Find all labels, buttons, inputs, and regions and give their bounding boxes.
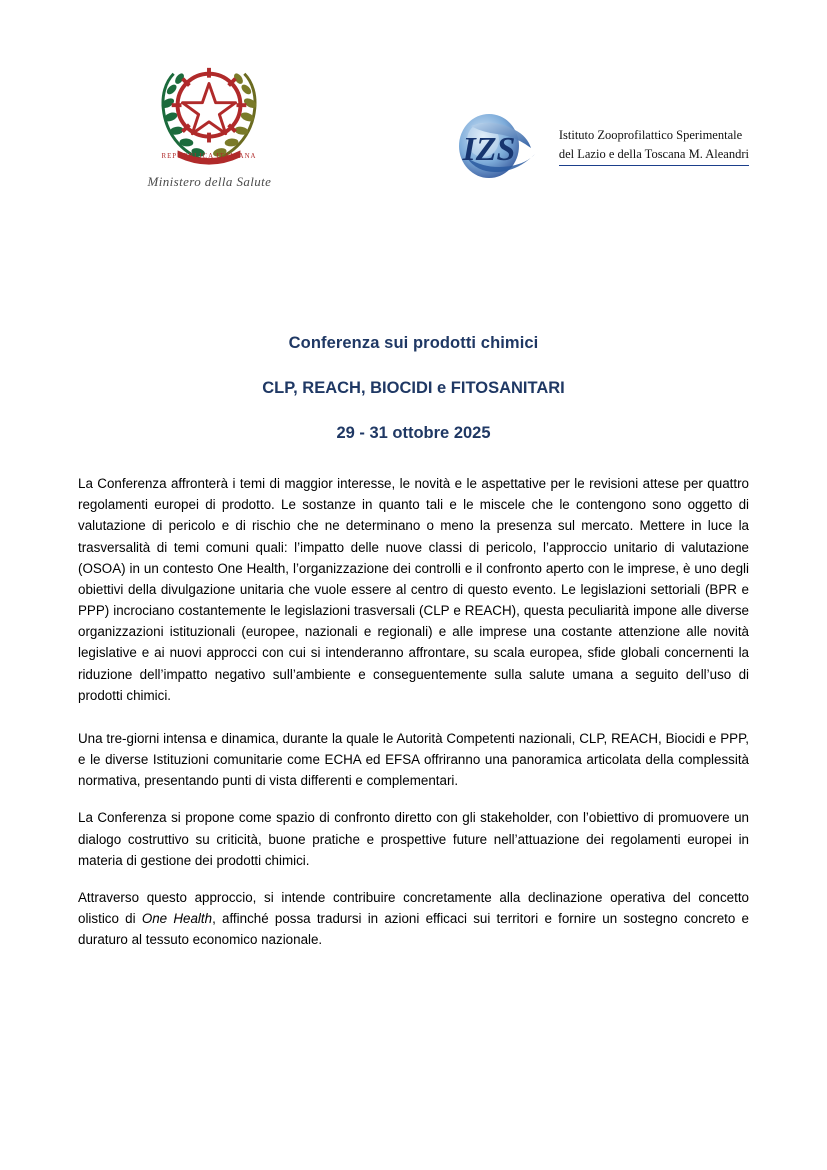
svg-text:REPUBBLICA ITALIANA: REPUBBLICA ITALIANA [161,153,257,161]
izs-logo-icon [453,108,549,184]
paragraph-4-text-end: , affinché possa tradursi in azioni efficaci sui territori e fornire un sostegno concreto e duraturo al tessuto economico nazionale. [78,911,750,948]
italian-republic-emblem-icon [143,60,275,168]
izs-name-line-2: del Lazio e della Toscana M. Aleandri [558,146,749,161]
paragraph-3: La Conferenza si propone come spazio di confronto diretto con gli stakeholder, con l’obiettivo di promuovere un dialogo costruttivo su criticità, buone pratiche e prospettive future nell’attuazione dei regolamenti europei in materia di gestione dei prodotti chimici. [78,810,749,868]
logo-row [78,60,749,230]
paragraph-1: La Conferenza affronterà i temi di maggior interesse, le novità e le aspettative per le revisioni attese per quattro regolamenti europei di prodotto. Le sostanze in quanto tali e le miscele che le contengono sono oggetto di valutazione di pericolo e di rischio che ne determinano o meno la presenza sul mercato. Mettere in luce la trasversalità di temi comuni quali: l’impatto delle nuove classi di pericolo, l’approccio unitario di valutazione (OSOA) in un contesto One Health, l’organizzazione dei controlli e il confronto aperto con le imprese, è uno degli obiettivi della divulgazione unitaria che vuole essere al centro di questo evento. Le legislazioni settoriali (BPR e PPP) incrociano costantemente le legislazioni trasversali (CLP e REACH), questa peculiarità impone alle diverse organizzazioni istituzionali (europee, nazionali e regionali) e alle imprese una costante attenzione alle novità legislative e ai nuovi approcci con cui si intenderanno affrontare, su scala europea, sfide globali concernenti la riduzione dell’impatto negativo sull’ambiente e conseguentemente sulla salute umana a seguito dell’uso di prodotti chimici. [78,476,749,703]
conference-title: Conferenza sui prodotti chimici [288,334,539,352]
body-text [78,473,749,950]
paragraph-4 [78,887,749,951]
ministero-della-salute-logo [126,60,293,190]
izs-logo [453,108,749,184]
paragraph-4-text-start: Attraverso questo approccio, si intende contribuire concretamente alla declinazione operativa del concetto olistico di [78,889,749,927]
izs-name-line-1: Istituto Zooprofilattico Sperimentale [558,128,743,143]
svg-text:IZS: IZS [462,131,516,168]
conference-subtitle: CLP, REACH, BIOCIDI e FITOSANITARI [262,379,565,397]
conference-dates: 29 - 31 ottobre 2025 [336,424,491,442]
title-block [78,334,749,443]
ministero-caption: Ministero della Salute [147,174,272,189]
paragraph-4-emphasis: One Health [141,911,213,927]
paragraph-2: Una tre-giorni intensa e dinamica, durante la quale le Autorità Competenti nazionali, CLP, REACH, Biocidi e PPP, e le diverse Istituzioni comunitarie come ECHA ed EFSA offriranno una panoramica articolata della complessità normativa, presentando punti di vista differenti e complementari. [78,730,749,789]
izs-institute-name [559,126,749,165]
